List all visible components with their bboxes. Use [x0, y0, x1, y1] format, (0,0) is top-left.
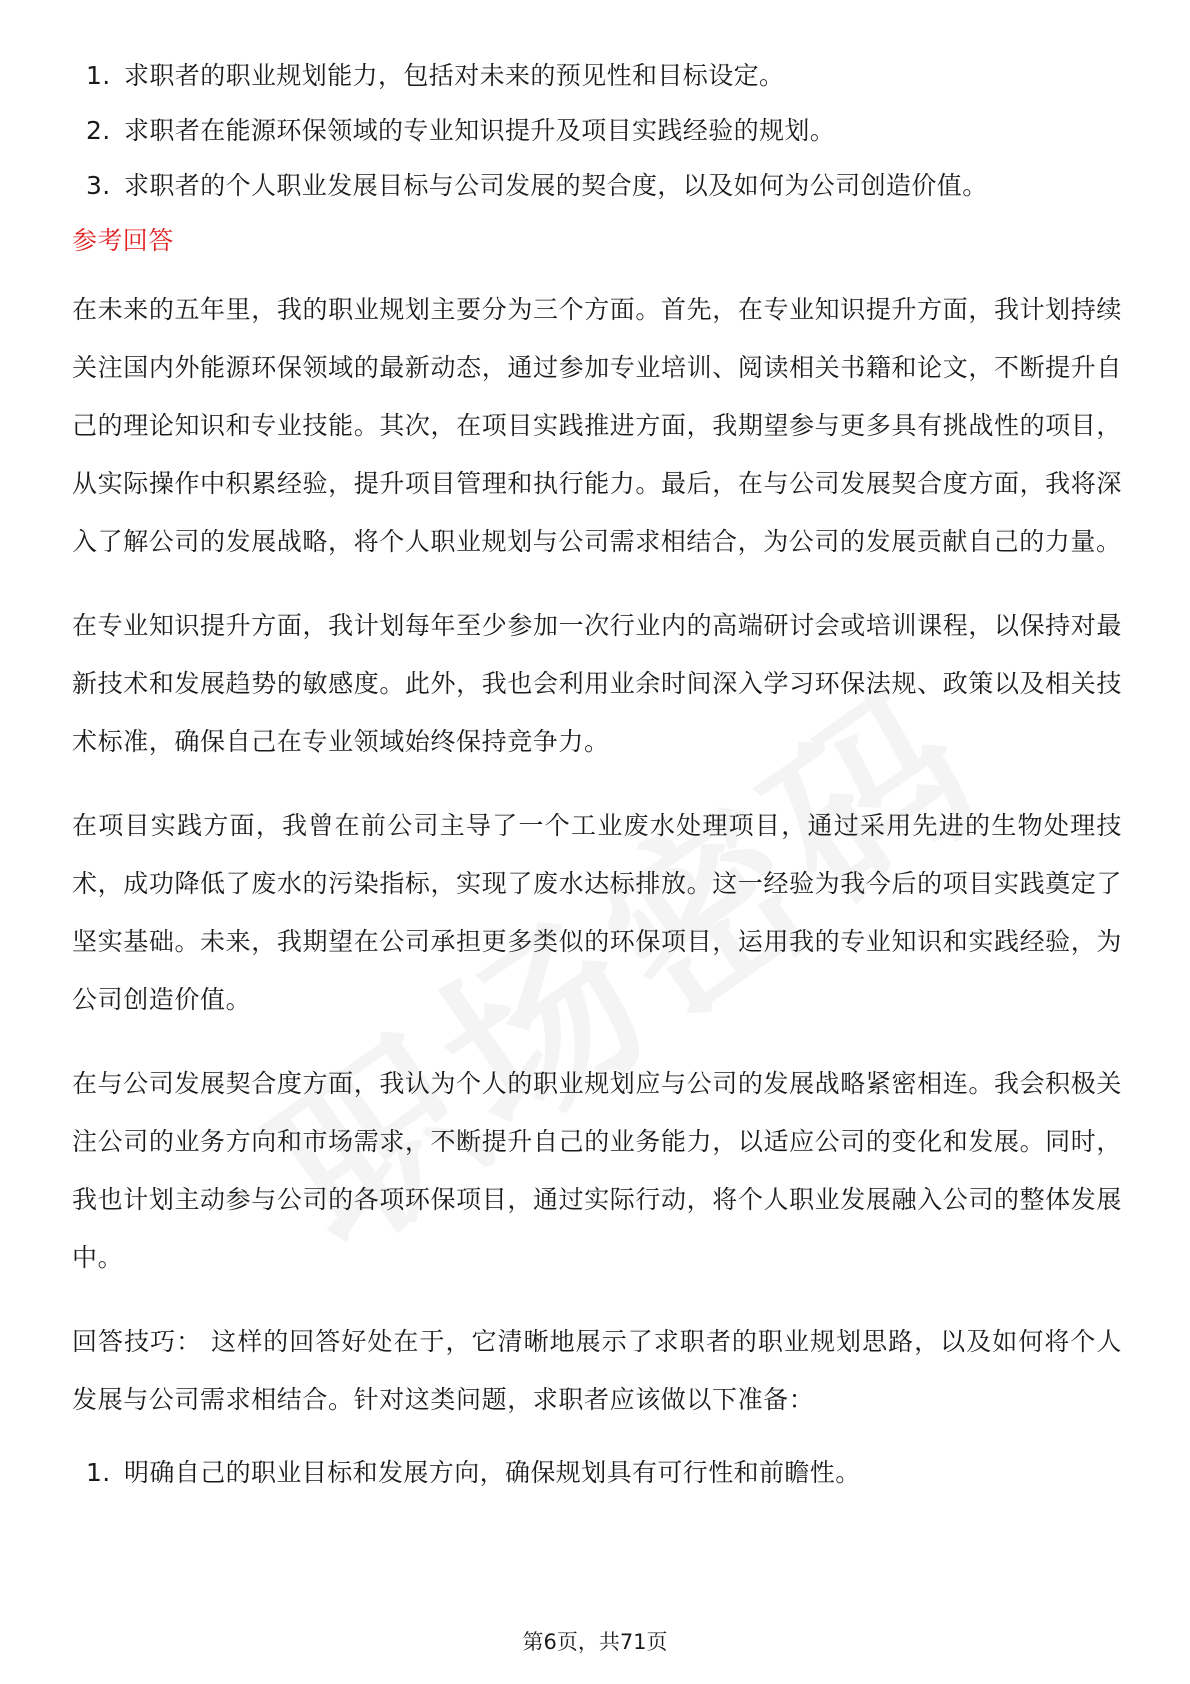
paragraph: 在与公司发展契合度方面，我认为个人的职业规划应与公司的发展战略紧密相连。我会积极关注公司的业务方向和市场需求，不断提升自己的业务能力，以适应公司的变化和发展。同时，我也计划主动参与公司的各项环保项目，通过实际行动，将个人职业发展融入公司的整体发展中。: [72, 1069, 1122, 1272]
list-item-text: 求职者的个人职业发展目标与公司发展的契合度，以及如何为公司创造价值。: [124, 171, 988, 200]
list-item: [72, 113, 1122, 149]
list-item: [72, 1455, 1122, 1491]
list-item-number: 1.: [86, 61, 111, 90]
list-item-text: 求职者的职业规划能力，包括对未来的预见性和目标设定。: [124, 61, 785, 90]
page-footer: 第6页，共71页: [522, 1630, 668, 1654]
bottom-list: [72, 1455, 1122, 1491]
list-item-number: 1.: [86, 1458, 111, 1487]
paragraph: 在未来的五年里，我的职业规划主要分为三个方面。首先，在专业知识提升方面，我计划持续关注国内外能源环保领域的最新动态，通过参加专业培训、阅读相关书籍和论文，不断提升自己的理论知识和专业技能。其次，在项目实践推进方面，我期望参与更多具有挑战性的项目，从实际操作中积累经验，提升项目管理和执行能力。最后，在与公司发展契合度方面，我将深入了解公司的发展战略，将个人职业规划与公司需求相结合，为公司的发展贡献自己的力量。: [72, 295, 1122, 556]
section-title: 参考回答: [72, 226, 174, 255]
top-list: [72, 58, 1122, 204]
list-item-number: 3.: [86, 171, 111, 200]
paragraph: 在专业知识提升方面，我计划每年至少参加一次行业内的高端研讨会或培训课程，以保持对最新技术和发展趋势的敏感度。此外，我也会利用业余时间深入学习环保法规、政策以及相关技术标准，确保自己在专业领域始终保持竞争力。: [72, 611, 1122, 756]
list-item: [72, 58, 1122, 94]
list-item: [72, 168, 1122, 204]
list-item-text: 明确自己的职业目标和发展方向，确保规划具有可行性和前瞻性。: [124, 1458, 861, 1487]
list-item-text: 求职者在能源环保领域的专业知识提升及项目实践经验的规划。: [124, 116, 836, 145]
document-body: [72, 58, 1122, 1510]
answer-tips-paragraph: 回答技巧： 这样的回答好处在于，它清晰地展示了求职者的职业规划思路，以及如何将个人发展与公司需求相结合。针对这类问题，求职者应该做以下准备：: [72, 1327, 1122, 1414]
list-item-number: 2.: [86, 116, 111, 145]
paragraph: 在项目实践方面，我曾在前公司主导了一个工业废水处理项目，通过采用先进的生物处理技术，成功降低了废水的污染指标，实现了废水达标排放。这一经验为我今后的项目实践奠定了坚实基础。未来，我期望在公司承担更多类似的环保项目，运用我的专业知识和实践经验，为公司创造价值。: [72, 811, 1122, 1014]
